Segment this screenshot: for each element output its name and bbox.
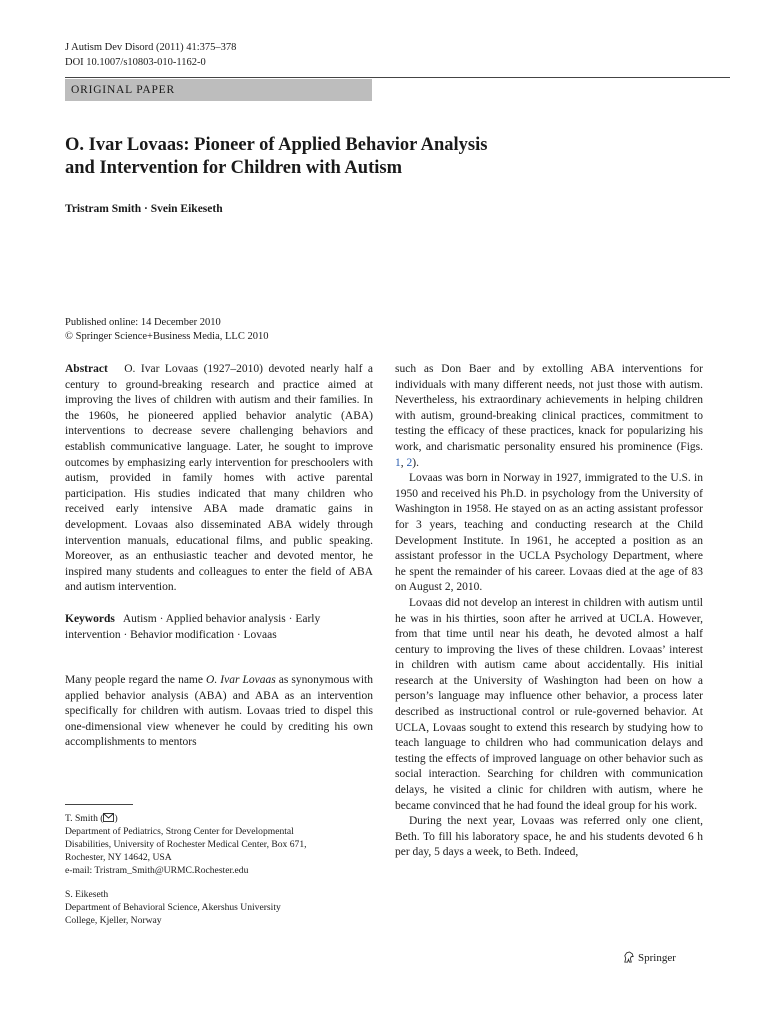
eikeseth-address-2: College, Kjeller, Norway xyxy=(65,915,162,926)
smith-address-1: Department of Pediatrics, Strong Center for Developmental xyxy=(65,826,294,837)
eikeseth-address-1: Department of Behavioral Science, Akershus University xyxy=(65,902,281,913)
footnote-smith xyxy=(65,812,365,877)
keywords-text: Autism · Applied behavior analysis · Early intervention · Behavior modification · Lovaas xyxy=(65,612,321,641)
footnote-eikeseth xyxy=(65,888,365,927)
smith-address-3: Rochester, NY 14642, USA xyxy=(65,852,172,863)
paragraph-2: Lovaas was born in Norway in 1927, immigrated to the U.S. in 1950 and received his Ph.D. in psychology from the University of Washington in 1958. He stayed on as an acting assistant professor for 3 years, teaching and conducting research at the Child Development Institute. In 1961, he accepted a position as an assistant professor in the UCLA Psychology Department, where he spent the remainder of his career. Lovaas died at the age of 83 on August 2, 2010. xyxy=(395,472,703,594)
left-column xyxy=(65,362,373,751)
paragraph-1: such as Don Baer and by extolling ABA interventions for individuals with many different needs, not just those with autism. Nevertheless, his extraordinary achievements in helping children with autism, ground-breaking clinical practices, commitment to testing the efficacy of these practices, knack for popularizing his work, and charismatic personality ensured his prominence (Figs. 1, 2). xyxy=(395,363,703,469)
smith-name-line: T. Smith ( ) xyxy=(65,813,118,824)
section-label: ORIGINAL PAPER xyxy=(65,79,372,101)
title-line-2: and Intervention for Children with Autism xyxy=(65,158,402,178)
abstract-label: Abstract xyxy=(65,363,108,375)
article-title xyxy=(65,134,625,180)
publisher-name: Springer xyxy=(638,951,676,964)
right-column xyxy=(395,362,703,861)
keywords-label: Keywords xyxy=(65,612,115,625)
abstract-text: O. Ivar Lovaas (1927–2010) devoted nearly half a century to ground-breaking research and practice aimed at improving the lives of children with autism and their families. In the 1960s, he pioneered applied behavior analytic (ABA) interventions to decrease severe challenging behaviors and establish communicative language. Later, he sought to improve outcomes by emphasizing early intervention for preschoolers with autism, provided in family homes with active parental participation. His studies indicated that many children who received early intensive ABA made dramatic gains in development. Lovaas also disseminated ABA widely through intervention manuals, educational films, and public speaking. Moreover, as an enthusiastic teacher and devoted mentor, he inspired many students and colleagues to enter the field of ABA and autism intervention. xyxy=(65,363,374,594)
publication-info xyxy=(65,316,268,344)
smith-email[interactable]: e-mail: Tristram_Smith@URMC.Rochester.edu xyxy=(65,865,249,876)
doi[interactable]: DOI 10.1007/s10803-010-1162-0 xyxy=(65,57,206,68)
paragraph-4: During the next year, Lovaas was referred only one client, Beth. To fill his laboratory space, he and his students devoted 6 h per day, 5 days a week, to Beth. Indeed, xyxy=(395,815,703,859)
paragraph-3: Lovaas did not develop an interest in children with autism until he was in his thirties, soon after he arrived at UCLA. However, from that time until near his death, he devoted almost a half century to improving the lives of these children. Lovaas’ interest in children with autism came about accidentally. His initial research at the University of Washington had been on how a person’s language may influence other behavior, a process later described as instructional control or rule-governed behavior. At UCLA, Lovaas sought to extend this research by studying how to teach language to children who had communication delays and testing the effects of improved language on other behavior such as social interaction. Searching for children with communication delays, he visited a clinic for children with autism, where he became convinced that he had found the ideal group for his work. xyxy=(395,596,703,812)
abstract xyxy=(65,362,373,596)
figure-1-link[interactable]: 1 xyxy=(395,456,401,469)
copyright: © Springer Science+Business Media, LLC 2010 xyxy=(65,331,269,342)
keywords xyxy=(65,612,373,643)
footnote-rule xyxy=(65,804,133,805)
figure-2-link[interactable]: 2 xyxy=(406,456,413,469)
header-rule xyxy=(65,77,730,78)
intro-paragraph: Many people regard the name O. Ivar Lovaas as synonymous with applied behavior analysis (ABA) and ABA as an intervention specifically for children with autism. Lovaas tried to dispel this one-dimensional view whenever he could by crediting his own accomplishments to mentors xyxy=(65,674,373,749)
title-line-1: O. Ivar Lovaas: Pioneer of Applied Behavior Analysis xyxy=(65,135,488,155)
journal-citation: J Autism Dev Disord (2011) 41:375–378 xyxy=(65,42,237,53)
publisher-mark xyxy=(622,951,676,964)
eikeseth-name: S. Eikeseth xyxy=(65,889,109,900)
lovaas-name: O. Ivar Lovaas xyxy=(206,674,276,687)
published-date: Published online: 14 December 2010 xyxy=(65,317,221,328)
authors: Tristram Smith · Svein Eikeseth xyxy=(65,203,223,215)
journal-header xyxy=(65,40,236,70)
envelope-icon[interactable] xyxy=(103,813,114,822)
smith-address-2: Disabilities, University of Rochester Medical Center, Box 671, xyxy=(65,839,307,850)
springer-horse-icon xyxy=(622,951,635,964)
